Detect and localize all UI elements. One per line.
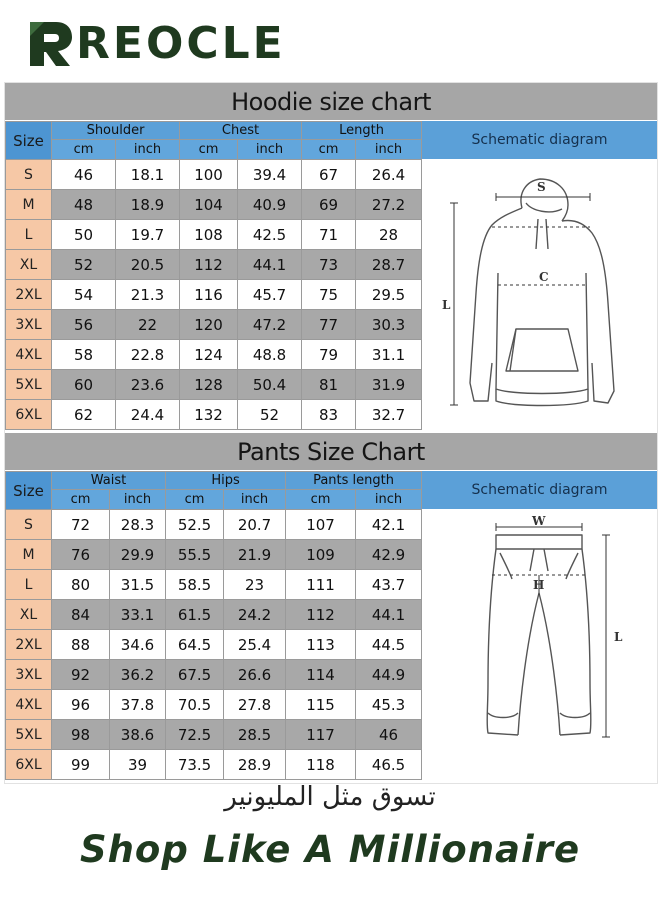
measurement-cell: 47.2 [238, 310, 302, 340]
length-header: Length [302, 122, 422, 140]
measurement-cell: 118 [286, 750, 356, 780]
arabic-tagline: تسوق مثل المليونير [224, 782, 436, 812]
schematic-diagram-header: Schematic diagram [422, 471, 657, 509]
unit-header: inch [116, 140, 180, 160]
unit-header: cm [180, 140, 238, 160]
measurement-cell: 24.2 [224, 600, 286, 630]
size-column-header: Size [6, 122, 52, 160]
waist-label: W [532, 514, 546, 528]
table-row [6, 250, 422, 280]
measurement-cell: 88 [52, 630, 110, 660]
measurement-cell: 54 [52, 280, 116, 310]
unit-header: inch [356, 490, 422, 510]
measurement-cell: 44.1 [238, 250, 302, 280]
measurement-cell: 48.8 [238, 340, 302, 370]
measurement-cell: 124 [180, 340, 238, 370]
measurement-cell: 77 [302, 310, 356, 340]
measurement-cell: 42.5 [238, 220, 302, 250]
measurement-cell: 58.5 [166, 570, 224, 600]
measurement-cell: 115 [286, 690, 356, 720]
measurement-cell: 21.3 [116, 280, 180, 310]
measurement-cell: 96 [52, 690, 110, 720]
measurement-cell: 69 [302, 190, 356, 220]
measurement-cell: 62 [52, 400, 116, 430]
size-label-cell: 5XL [6, 720, 52, 750]
measurement-cell: 70.5 [166, 690, 224, 720]
length-label: L [614, 630, 623, 644]
table-row [6, 160, 422, 190]
size-chart-sheet [4, 82, 658, 784]
unit-header: inch [110, 490, 166, 510]
measurement-cell: 71 [302, 220, 356, 250]
measurement-cell: 27.8 [224, 690, 286, 720]
measurement-cell: 48 [52, 190, 116, 220]
measurement-cell: 128 [180, 370, 238, 400]
measurement-cell: 81 [302, 370, 356, 400]
measurement-cell: 45.3 [356, 690, 422, 720]
measurement-cell: 104 [180, 190, 238, 220]
size-label-cell: 6XL [6, 750, 52, 780]
measurement-cell: 116 [180, 280, 238, 310]
measurement-cell: 31.9 [356, 370, 422, 400]
size-label-cell: S [6, 510, 52, 540]
measurement-cell: 45.7 [238, 280, 302, 310]
table-row [6, 510, 422, 540]
measurement-cell: 28.5 [224, 720, 286, 750]
size-label-cell: 2XL [6, 280, 52, 310]
pants-size-table [5, 471, 422, 780]
size-label-cell: 4XL [6, 340, 52, 370]
measurement-cell: 108 [180, 220, 238, 250]
size-label-cell: 2XL [6, 630, 52, 660]
measurement-cell: 44.9 [356, 660, 422, 690]
measurement-cell: 23 [224, 570, 286, 600]
size-label-cell: S [6, 160, 52, 190]
unit-header: inch [224, 490, 286, 510]
table-row [6, 340, 422, 370]
brand-logo [26, 12, 286, 76]
pants-schematic [422, 471, 657, 781]
measurement-cell: 99 [52, 750, 110, 780]
size-label-cell: 3XL [6, 310, 52, 340]
measurement-cell: 67.5 [166, 660, 224, 690]
pants-chart-title: Pants Size Chart [5, 433, 657, 470]
measurement-cell: 46 [52, 160, 116, 190]
chest-label: C [539, 270, 549, 284]
measurement-cell: 29.9 [110, 540, 166, 570]
hoodie-size-table [5, 121, 422, 430]
measurement-cell: 42.9 [356, 540, 422, 570]
length-label: L [442, 298, 451, 312]
measurement-cell: 58 [52, 340, 116, 370]
measurement-cell: 84 [52, 600, 110, 630]
measurement-cell: 132 [180, 400, 238, 430]
unit-header: cm [52, 490, 110, 510]
slogan: Shop Like A Millionaire [79, 828, 581, 871]
measurement-cell: 27.2 [356, 190, 422, 220]
measurement-cell: 42.1 [356, 510, 422, 540]
measurement-cell: 114 [286, 660, 356, 690]
measurement-cell: 20.5 [116, 250, 180, 280]
measurement-cell: 92 [52, 660, 110, 690]
measurement-cell: 79 [302, 340, 356, 370]
measurement-cell: 55.5 [166, 540, 224, 570]
brand-mark-icon [26, 18, 74, 70]
measurement-cell: 46.5 [356, 750, 422, 780]
unit-header: cm [166, 490, 224, 510]
hoodie-diagram-icon [422, 163, 657, 428]
hoodie-schematic [422, 121, 657, 431]
measurement-cell: 38.6 [110, 720, 166, 750]
size-label-cell: L [6, 570, 52, 600]
measurement-cell: 28.9 [224, 750, 286, 780]
measurement-cell: 23.6 [116, 370, 180, 400]
measurement-cell: 36.2 [110, 660, 166, 690]
measurement-cell: 112 [180, 250, 238, 280]
measurement-cell: 100 [180, 160, 238, 190]
measurement-cell: 43.7 [356, 570, 422, 600]
table-row [6, 750, 422, 780]
size-label-cell: 4XL [6, 690, 52, 720]
measurement-cell: 117 [286, 720, 356, 750]
table-row [6, 690, 422, 720]
size-label-cell: L [6, 220, 52, 250]
table-row [6, 280, 422, 310]
table-row [6, 310, 422, 340]
measurement-cell: 80 [52, 570, 110, 600]
size-label-cell: 3XL [6, 660, 52, 690]
hoodie-chart-title: Hoodie size chart [5, 83, 657, 120]
measurement-cell: 25.4 [224, 630, 286, 660]
measurement-cell: 52.5 [166, 510, 224, 540]
size-label-cell: XL [6, 250, 52, 280]
measurement-cell: 33.1 [110, 600, 166, 630]
measurement-cell: 107 [286, 510, 356, 540]
measurement-cell: 113 [286, 630, 356, 660]
measurement-cell: 111 [286, 570, 356, 600]
table-row [6, 660, 422, 690]
measurement-cell: 24.4 [116, 400, 180, 430]
unit-header: cm [52, 140, 116, 160]
measurement-cell: 39 [110, 750, 166, 780]
hips-header: Hips [166, 472, 286, 490]
measurement-cell: 40.9 [238, 190, 302, 220]
waist-header: Waist [52, 472, 166, 490]
measurement-cell: 31.5 [110, 570, 166, 600]
measurement-cell: 72 [52, 510, 110, 540]
measurement-cell: 37.8 [110, 690, 166, 720]
unit-header: inch [356, 140, 422, 160]
measurement-cell: 75 [302, 280, 356, 310]
measurement-cell: 44.5 [356, 630, 422, 660]
measurement-cell: 44.1 [356, 600, 422, 630]
measurement-cell: 56 [52, 310, 116, 340]
measurement-cell: 61.5 [166, 600, 224, 630]
measurement-cell: 34.6 [110, 630, 166, 660]
size-label-cell: XL [6, 600, 52, 630]
measurement-cell: 21.9 [224, 540, 286, 570]
shoulder-label: S [537, 180, 546, 194]
measurement-cell: 18.1 [116, 160, 180, 190]
measurement-cell: 20.7 [224, 510, 286, 540]
size-label-cell: 5XL [6, 370, 52, 400]
measurement-cell: 50 [52, 220, 116, 250]
measurement-cell: 52 [52, 250, 116, 280]
size-label-cell: M [6, 190, 52, 220]
measurement-cell: 46 [356, 720, 422, 750]
table-row [6, 220, 422, 250]
pants-diagram-icon [422, 513, 657, 778]
unit-header: cm [286, 490, 356, 510]
measurement-cell: 120 [180, 310, 238, 340]
measurement-cell: 112 [286, 600, 356, 630]
measurement-cell: 30.3 [356, 310, 422, 340]
measurement-cell: 60 [52, 370, 116, 400]
hips-label: H [533, 578, 545, 592]
brand-name: REOCLE [76, 18, 286, 69]
measurement-cell: 73.5 [166, 750, 224, 780]
measurement-cell: 76 [52, 540, 110, 570]
measurement-cell: 52 [238, 400, 302, 430]
measurement-cell: 98 [52, 720, 110, 750]
measurement-cell: 83 [302, 400, 356, 430]
measurement-cell: 72.5 [166, 720, 224, 750]
measurement-cell: 22 [116, 310, 180, 340]
table-row [6, 600, 422, 630]
pants-length-header: Pants length [286, 472, 422, 490]
measurement-cell: 28.3 [110, 510, 166, 540]
measurement-cell: 32.7 [356, 400, 422, 430]
measurement-cell: 73 [302, 250, 356, 280]
measurement-cell: 39.4 [238, 160, 302, 190]
measurement-cell: 26.4 [356, 160, 422, 190]
table-row [6, 720, 422, 750]
measurement-cell: 31.1 [356, 340, 422, 370]
measurement-cell: 64.5 [166, 630, 224, 660]
table-row [6, 190, 422, 220]
table-row [6, 630, 422, 660]
measurement-cell: 19.7 [116, 220, 180, 250]
size-label-cell: 6XL [6, 400, 52, 430]
size-label-cell: M [6, 540, 52, 570]
measurement-cell: 28.7 [356, 250, 422, 280]
table-row [6, 370, 422, 400]
table-row [6, 400, 422, 430]
unit-header: inch [238, 140, 302, 160]
measurement-cell: 26.6 [224, 660, 286, 690]
chest-header: Chest [180, 122, 302, 140]
measurement-cell: 29.5 [356, 280, 422, 310]
shoulder-header: Shoulder [52, 122, 180, 140]
measurement-cell: 28 [356, 220, 422, 250]
measurement-cell: 22.8 [116, 340, 180, 370]
schematic-diagram-header: Schematic diagram [422, 121, 657, 159]
unit-header: cm [302, 140, 356, 160]
table-row [6, 570, 422, 600]
measurement-cell: 50.4 [238, 370, 302, 400]
size-column-header: Size [6, 472, 52, 510]
measurement-cell: 109 [286, 540, 356, 570]
measurement-cell: 18.9 [116, 190, 180, 220]
measurement-cell: 67 [302, 160, 356, 190]
table-row [6, 540, 422, 570]
